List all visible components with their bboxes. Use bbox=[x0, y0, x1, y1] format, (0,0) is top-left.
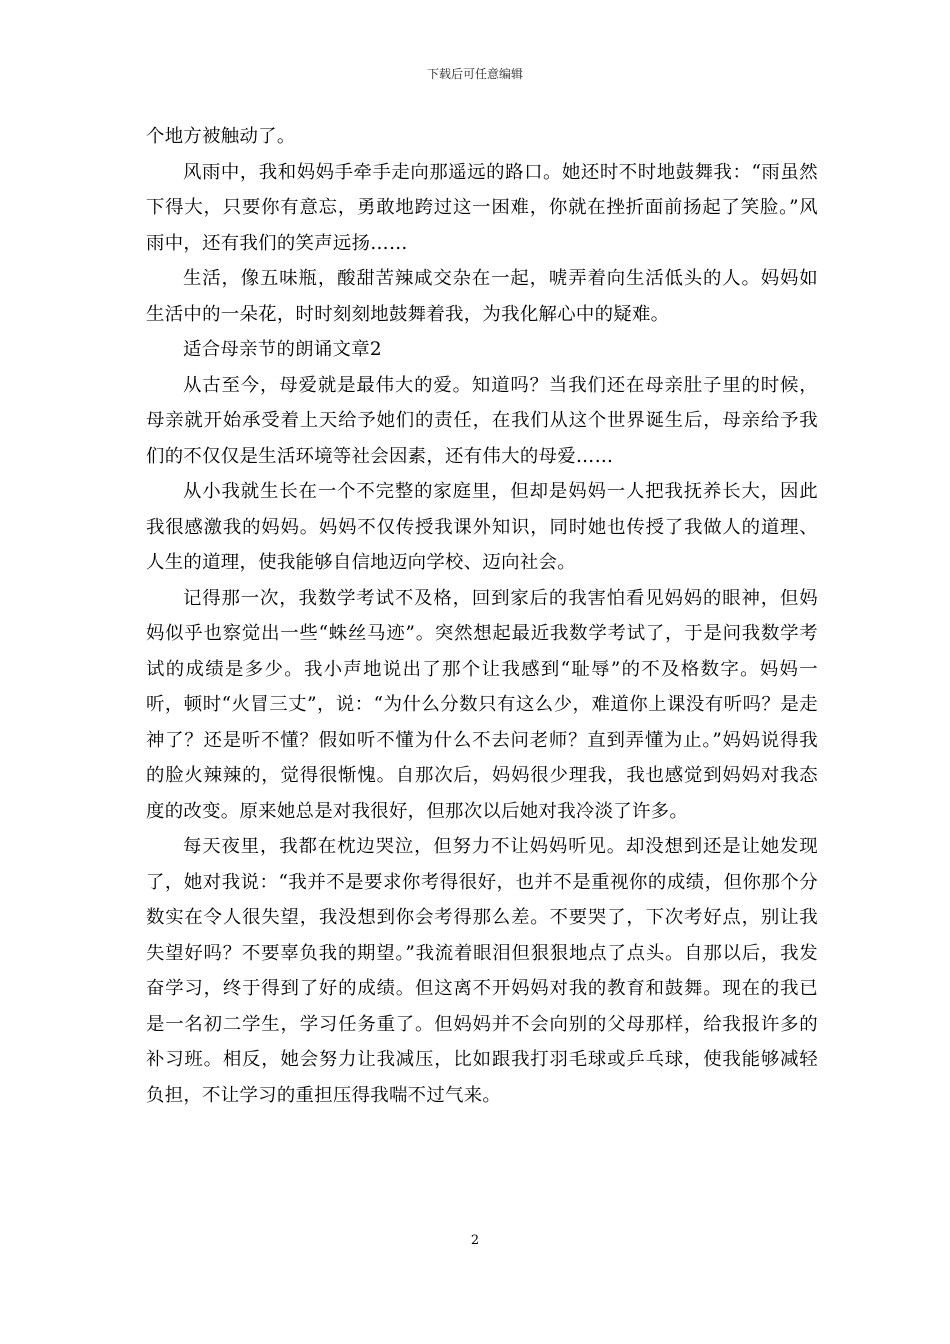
section-heading: 适合母亲节的朗诵文章2 bbox=[183, 339, 382, 360]
page-number: 2 bbox=[470, 1233, 480, 1248]
paragraph: 风雨中，我和妈妈手牵手走向那遥远的路口。她还时不时地鼓舞我：“雨虽然下得大，只要你有意忘，勇敢地跨过这一困难，你就在挫折面前扬起了笑脸。”风雨中，还有我们的笑声远扬…… bbox=[146, 161, 818, 254]
paragraph: 从古至今，母爱就是最伟大的爱。知道吗？当我们还在母亲肚子里的时候，母亲就开始承受着上天给予她们的责任，在我们从这个世界诞生后，母亲给予我们的不仅仅是生活环境等社会因素，还有伟大的母爱…… bbox=[146, 374, 818, 467]
paragraph: 记得那一次，我数学考试不及格，回到家后的我害怕看见妈妈的眼神，但妈妈似乎也察觉出一些“蛛丝马迹”。突然想起最近我数学考试了，于是问我数学考试的成绩是多少。我小声地说出了那个让我感到“耻辱”的不及格数字。妈妈一听，顿时“火冒三丈”，说：“为什么分数只有这么少，难道你上课没有听吗？是走神了？还是听不懂？假如听不懂为什么不去问老师？直到弄懂为止。”妈妈说得我的脸火辣辣的，觉得很惭愧。自那次后，妈妈很少理我，我也感觉到妈妈对我态度的改变。原来她总是对我很好，但那次以后她对我冷淡了许多。 bbox=[146, 587, 818, 822]
paragraph: 生活，像五味瓶，酸甜苦辣咸交杂在一起，唬弄着向生活低头的人。妈妈如生活中的一朵花，时时刻刻地鼓舞着我，为我化解心中的疑难。 bbox=[146, 268, 818, 325]
document-body bbox=[146, 119, 818, 1113]
paragraph: 每天夜里，我都在枕边哭泣，但努力不让妈妈听见。却没想到还是让她发现了，她对我说：“我并不是要求你考得很好，也并不是重视你的成绩，但你那个分数实在令人很失望，我没想到你会考得那么差。不要哭了，下次考好点，别让我失望好吗？不要辜负我的期望。”我流着眼泪但狠狠地点了点头。自那以后，我发奋学习，终于得到了好的成绩。但这离不开妈妈对我的教育和鼓舞。现在的我已是一名初二学生，学习任务重了。但妈妈并不会向别的父母那样，给我报许多的补习班。相反，她会努力让我减压，比如跟我打羽毛球或乒乓球，使我能够减轻负担，不让学习的重担压得我喘不过气来。 bbox=[146, 836, 818, 1106]
paragraph: 从小我就生长在一个不完整的家庭里，但却是妈妈一人把我抚养长大，因此我很感激我的妈妈。妈妈不仅传授我课外知识，同时她也传授了我做人的道理、人生的道理，使我能够自信地迈向学校、迈向社会。 bbox=[146, 481, 818, 573]
paragraph-continuation: 个地方被触动了。 bbox=[146, 126, 296, 147]
page-header: 下载后可任意编辑 bbox=[426, 67, 523, 81]
